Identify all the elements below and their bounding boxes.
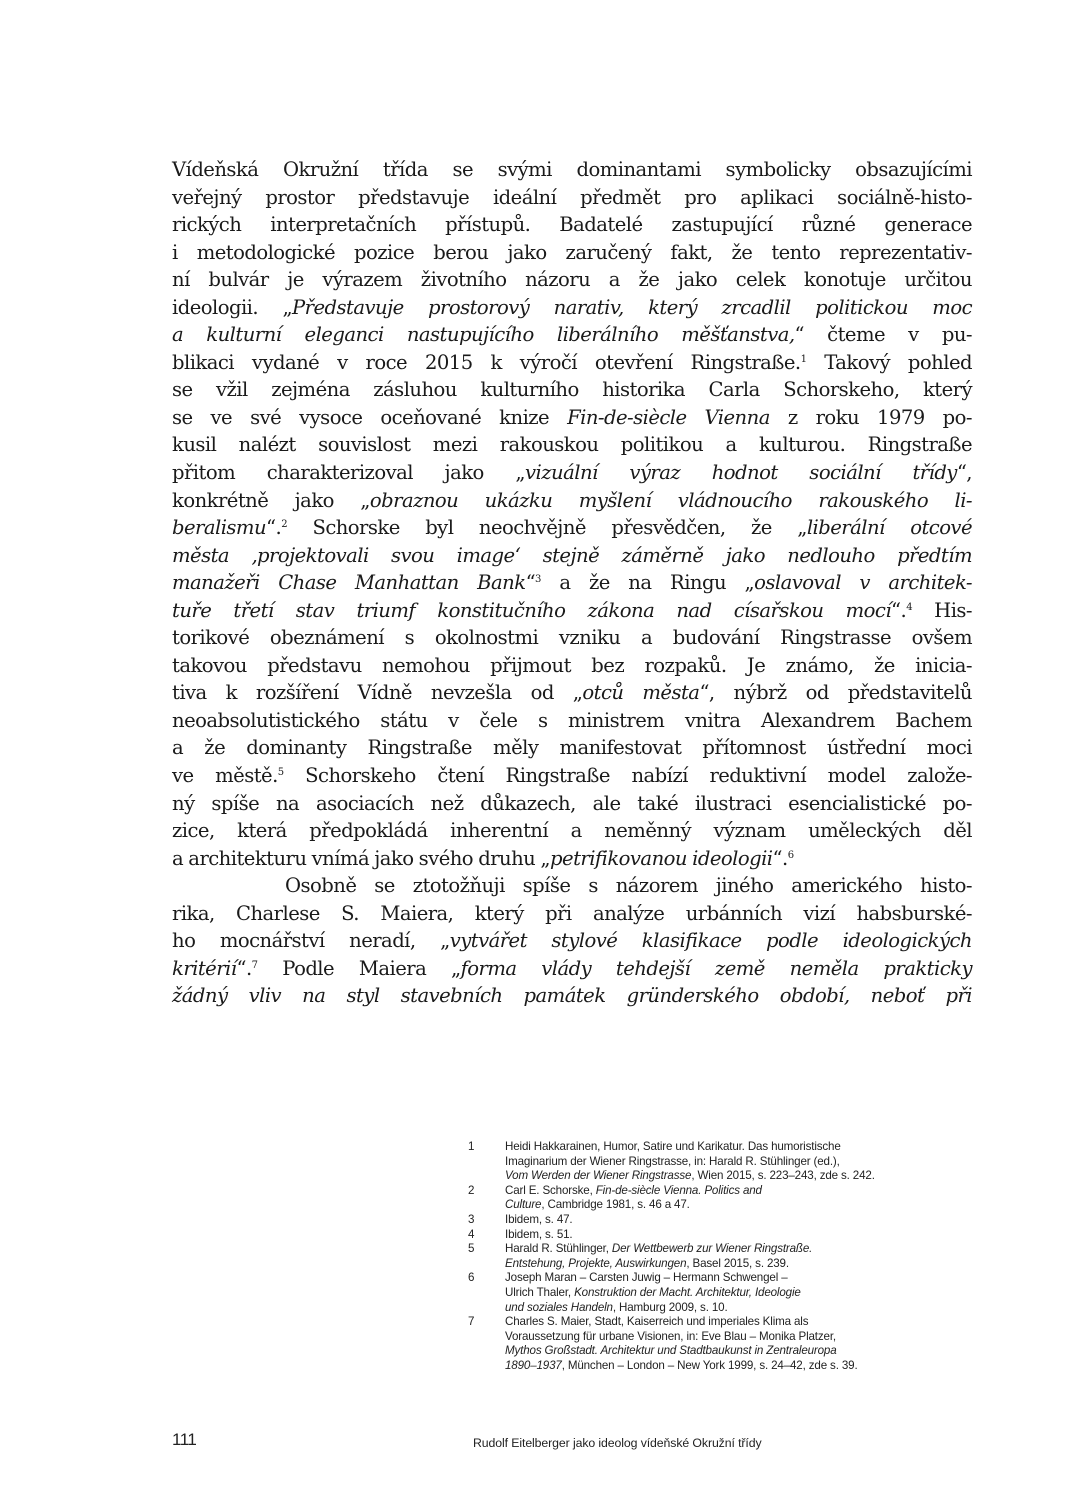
text-line — [172, 707, 972, 735]
footnote-item — [468, 1140, 948, 1184]
text-run: se vžil zejména zásluhou kulturního historika Carla Schorskeho, který — [172, 378, 972, 402]
footnote-line — [505, 1359, 948, 1374]
footnote-line — [505, 1184, 948, 1199]
text-line — [172, 349, 972, 377]
italic-quote: tuře třetí stav triumf konstitučního zákona nad císařskou mocí — [172, 598, 892, 622]
text-run: Imaginarium der Wiener Ringstrasse, in: Harald R. Stühlinger (ed.), — [505, 1154, 840, 1168]
text-line — [172, 514, 972, 542]
footnote-line — [505, 1330, 948, 1345]
text-run: , Cambridge 1981, s. 46 a 47. — [541, 1198, 690, 1212]
footnote-reference[interactable]: 3 — [535, 574, 541, 586]
text-line — [172, 900, 972, 928]
text-run: Harald R. Stühlinger, — [505, 1242, 612, 1256]
italic-quote: beralismu — [172, 516, 267, 540]
text-run: Podle Maiera „ — [257, 956, 461, 980]
text-run: Heidi Hakkarainen, Humor, Satire und Karikatur. Das humoristische — [505, 1140, 841, 1153]
footnote-text — [505, 1228, 948, 1243]
footnote-line — [505, 1169, 948, 1184]
footnote-reference[interactable]: 5 — [277, 767, 284, 779]
footnote-item — [468, 1315, 948, 1373]
text-run: konkrétně jako „ — [172, 488, 370, 512]
italic-quote: Fin-de-siècle Vienna. Politics and — [595, 1183, 762, 1197]
text-run: “. — [772, 846, 788, 870]
footnote-number: 3 — [468, 1212, 475, 1226]
text-line — [172, 955, 972, 983]
footnote-line — [505, 1198, 948, 1213]
text-line — [172, 624, 972, 652]
text-run: blikaci vydané v roce 2015 k výročí otevření Ringstraße. — [172, 350, 801, 374]
footnote-reference[interactable]: 6 — [787, 849, 794, 861]
text-run: i metodologické pozice berou jako zaručený fakt, že tento reprezentativ- — [172, 240, 972, 264]
footnote-line — [505, 1155, 948, 1170]
text-line — [172, 156, 972, 184]
text-run: takovou představu nemohou přijmout bez rozpaků. Je známo, že inicia- — [172, 653, 972, 677]
text-run: Takový pohled — [806, 350, 972, 374]
text-run: veřejný prostor představuje ideální předmět pro aplikaci sociálně-histo- — [172, 185, 972, 209]
text-line — [172, 790, 972, 818]
text-run: Ulrich Thaler, — [505, 1285, 575, 1299]
text-run: torikové obeznámení s okolnostmi vzniku a budování Ringstrasse ovšem — [172, 626, 972, 650]
italic-quote: und soziales Handeln — [505, 1300, 613, 1314]
italic-quote: 1890–1937 — [505, 1358, 562, 1372]
footnote-line — [505, 1140, 948, 1155]
footnote-reference[interactable]: 7 — [251, 959, 258, 971]
text-run: a že na Ringu „ — [540, 571, 755, 595]
italic-quote: a kulturní eleganci nastupujícího liberálního měšťanstva, — [172, 323, 795, 347]
italic-quote: obraznou ukázku myšlení vládnoucího rakouského li- — [369, 488, 972, 512]
text-line — [172, 431, 972, 459]
text-run: ní bulvár je výrazem životního názoru a že jako celek konotuje určitou — [172, 268, 972, 292]
italic-quote: vytvářet stylové klasifikace podle ideologických — [449, 929, 973, 953]
footnote-line — [505, 1315, 948, 1330]
footnote-item — [468, 1228, 948, 1243]
text-run: a že dominanty Ringstraße měly manifestovat přítomnost ústřední moci — [172, 736, 972, 760]
text-run: “. — [891, 598, 907, 622]
italic-quote: liberální otcové — [806, 516, 973, 540]
italic-quote: petrifikovanou ideologii — [550, 846, 773, 870]
text-line — [172, 239, 972, 267]
text-line — [172, 982, 972, 1010]
italic-quote: Fin-de-siècle Vienna — [567, 405, 770, 429]
text-run: , Hamburg 2009, s. 10. — [612, 1300, 728, 1314]
text-line — [172, 487, 972, 515]
footnote-text — [505, 1213, 948, 1228]
footnote-number: 5 — [468, 1242, 475, 1256]
text-line — [172, 459, 972, 487]
text-run: Schorske byl neochvějně přesvědčen, že „ — [287, 516, 807, 540]
text-run: ve městě. — [172, 764, 278, 788]
footnote-number: 2 — [468, 1183, 475, 1197]
text-line — [172, 845, 972, 873]
italic-quote: otců města — [582, 681, 700, 705]
text-line — [172, 266, 972, 294]
text-run: přitom charakterizoval jako „ — [172, 461, 526, 485]
text-line — [172, 734, 972, 762]
text-run: Charles S. Maier, Stadt, Kaiserreich und imperiales Klima als — [505, 1315, 809, 1329]
italic-quote: Der Wettbewerb zur Wiener Ringstraße. — [611, 1242, 813, 1256]
text-run: , Wien 2015, s. 223–243, zde s. 242. — [691, 1169, 875, 1183]
italic-quote: oslavoval v architek- — [754, 571, 973, 595]
text-line — [172, 321, 972, 349]
italic-quote: vizuální výraz hodnot sociální třídy — [525, 461, 957, 485]
footnote-line — [505, 1242, 948, 1257]
text-line — [172, 762, 972, 790]
text-run: tiva k rozšíření Vídně nevzešla od „ — [172, 681, 583, 705]
italic-quote: Culture — [505, 1198, 542, 1212]
text-run: ný spíše na asociacích než důkazech, ale také ilustraci esencialistické po- — [172, 791, 972, 815]
text-run: Osobně se ztotožňuji spíše s názorem jiného amerického histo- — [285, 874, 972, 898]
main-body-text — [172, 156, 972, 1010]
footnote-number: 1 — [468, 1140, 475, 1153]
text-line — [172, 679, 972, 707]
text-run: “. — [236, 956, 252, 980]
footnote-line — [505, 1213, 948, 1228]
footnote-text — [505, 1271, 948, 1315]
footnotes — [468, 1140, 948, 1374]
footnote-line — [505, 1286, 948, 1301]
footnote-number: 4 — [468, 1227, 475, 1241]
footnote-reference[interactable]: 2 — [281, 519, 287, 531]
italic-quote: Mythos Großstadt. Architektur und Stadtbaukunst in Zentraleuropa — [505, 1344, 837, 1358]
page-number: 111 — [172, 1430, 197, 1449]
footnote-item — [468, 1271, 948, 1315]
footnote-line — [505, 1271, 948, 1286]
italic-quote: kritérií — [172, 956, 237, 980]
footnote-text — [505, 1140, 948, 1184]
text-run: “ čteme v pu- — [794, 323, 972, 347]
text-run: “ — [525, 571, 536, 595]
italic-quote: Entstehung, Projekte, Auswirkungen — [505, 1256, 687, 1270]
footnote-reference[interactable]: 4 — [906, 601, 912, 613]
italic-quote: forma vlády tehdejší země neměla prakticky — [460, 956, 972, 980]
footnote-text — [505, 1184, 948, 1213]
text-run: ho mocnářství neradí, „ — [172, 929, 450, 953]
text-line — [172, 211, 972, 239]
text-run: Ibidem, s. 51. — [505, 1227, 573, 1241]
footnote-line — [505, 1228, 948, 1243]
text-run: , München – London – New York 1999, s. 24–42, zde s. 39. — [561, 1358, 858, 1372]
italic-quote: manažeři Chase Manhattan Bank — [172, 571, 526, 595]
text-line — [172, 652, 972, 680]
italic-quote: žádný vliv na styl stavebních památek gründerského období, neboť při — [172, 984, 972, 1008]
text-line — [172, 872, 972, 900]
italic-quote: Konstruktion der Macht. Architektur, Ideologie — [574, 1285, 801, 1299]
text-run: rických interpretačních přístupů. Badatelé zastupující různé generace — [172, 213, 972, 237]
text-line — [172, 597, 972, 625]
text-run: neoabsolutistického státu v čele s ministrem vnitra Alexandrem Bachem — [172, 708, 972, 732]
footnote-text — [505, 1242, 948, 1271]
footnote-item — [468, 1242, 948, 1271]
text-run: Carl E. Schorske, — [505, 1183, 596, 1197]
text-run: , Basel 2015, s. 239. — [686, 1256, 789, 1270]
footnote-item — [468, 1184, 948, 1213]
text-line — [172, 184, 972, 212]
text-run: Schorskeho čtení Ringstraße nabízí reduktivní model založe- — [283, 764, 972, 788]
footnote-line — [505, 1344, 948, 1359]
text-run: “, — [956, 461, 972, 485]
text-run: zice, která předpokládá inherentní a neměnný význam uměleckých děl — [172, 819, 972, 843]
text-run: a architekturu vnímá jako svého druhu „ — [172, 846, 551, 870]
text-run: Voraussetzung für urbane Visionen, in: Eve Blau – Monika Platzer, — [505, 1329, 836, 1343]
text-line — [172, 542, 972, 570]
text-run: z roku 1979 po- — [769, 405, 972, 429]
text-run: “. — [266, 516, 282, 540]
running-title: Rudolf Eitelberger jako ideolog vídeňské Okružní třídy — [473, 1436, 762, 1450]
text-line — [172, 927, 972, 955]
text-line — [172, 569, 972, 597]
text-run: kusil nalézt souvislost mezi rakouskou politikou a kulturou. Ringstraße — [172, 433, 972, 457]
text-run: “, nýbrž od představitelů — [699, 681, 972, 705]
text-run: Joseph Maran – Carsten Juwig – Hermann Schwengel – — [505, 1271, 788, 1285]
footnote-line — [505, 1257, 948, 1272]
italic-quote: Vom Werden der Wiener Ringstrasse — [505, 1169, 692, 1183]
text-line — [172, 404, 972, 432]
footnote-item — [468, 1213, 948, 1228]
footnote-number: 7 — [468, 1315, 475, 1329]
text-run: rika, Charlese S. Maiera, který při analýze urbánních vizí habsburské- — [172, 901, 972, 925]
footnote-text — [505, 1315, 948, 1373]
text-line — [172, 294, 972, 322]
italic-quote: města ‚projektovali svou image‘ stejně záměrně jako nedlouho předtím — [172, 543, 972, 567]
text-run: His- — [912, 598, 972, 622]
footnote-line — [505, 1301, 948, 1316]
text-line — [172, 376, 972, 404]
text-line — [172, 817, 972, 845]
text-run: Ibidem, s. 47. — [505, 1212, 573, 1226]
text-run: se ve své vysoce oceňované knize — [172, 405, 568, 429]
footnote-number: 6 — [468, 1271, 475, 1285]
footnote-reference[interactable]: 1 — [800, 353, 807, 365]
text-run: ideologii. „ — [172, 295, 293, 319]
text-run: Vídeňská Okružní třída se svými dominantami symbolicky obsazujícími — [172, 158, 972, 181]
italic-quote: Představuje prostorový narativ, který zrcadlil politickou moc — [292, 295, 972, 319]
